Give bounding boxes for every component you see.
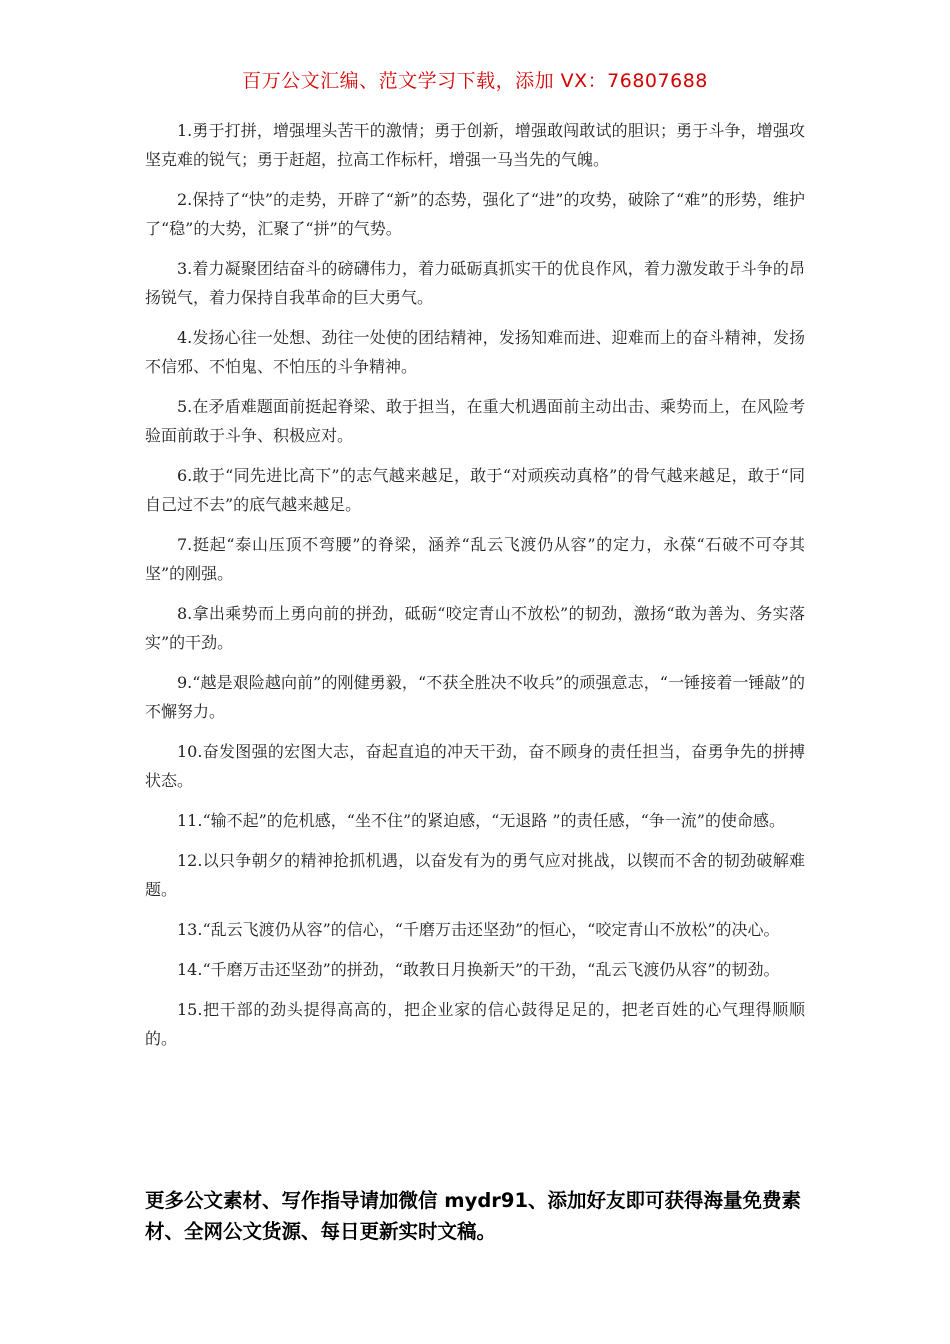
paragraph-10: 10.奋发图强的宏图大志，奋起直追的冲天干劲，奋不顾身的责任担当，奋勇争先的拼搏状态。: [145, 742, 805, 790]
paragraph-14: 14.“千磨万击还坚劲”的拼劲，“敢教日月换新天”的干劲，“乱云飞渡仍从容”的韧劲。: [177, 960, 780, 979]
paragraph-1: 1.勇于打拼，增强埋头苦干的激情；勇于创新，增强敢闯敢试的胆识；勇于斗争，增强攻坚克难的锐气；勇于赶超，拉高工作标杆，增强一马当先的气魄。: [145, 121, 805, 169]
paragraph-15: 15.把干部的劲头提得高高的，把企业家的信心鼓得足足的，把老百姓的心气理得顺顺的。: [145, 1000, 805, 1048]
paragraph-2: 2.保持了“快”的走势，开辟了“新”的态势，强化了“进”的攻势，破除了“难”的形势，维护了“稳”的大势，汇聚了“拼”的气势。: [145, 190, 805, 238]
paragraph-4: 4.发扬心往一处想、劲往一处使的团结精神，发扬知难而进、迎难而上的奋斗精神，发扬不信邪、不怕鬼、不怕压的斗争精神。: [145, 328, 805, 376]
paragraph-6: 6.敢于“同先进比高下”的志气越来越足，敢于“对顽疾动真格”的骨气越来越足，敢于“同自己过不去”的底气越来越足。: [145, 466, 805, 514]
paragraph-9: 9.“越是艰险越向前”的刚健勇毅，“不获全胜决不收兵”的顽强意志，“一锤接着一锤敲”的不懈努力。: [145, 673, 805, 721]
footer-promo: 更多公文素材、写作指导请加微信 mydr91、添加好友即可获得海量免费素材、全网公文货源、每日更新实时文稿。: [145, 1189, 802, 1243]
paragraph-11: 11.“输不起”的危机感，“坐不住”的紧迫感，“无退路 ”的责任感，“争一流”的使命感。: [177, 811, 785, 830]
paragraph-7: 7.挺起“泰山压顶不弯腰”的脊梁，涵养“乱云飞渡仍从容”的定力，永葆“石破不可夺其坚”的刚强。: [145, 535, 805, 583]
paragraph-5: 5.在矛盾难题面前挺起脊梁、敢于担当，在重大机遇面前主动出击、乘势而上，在风险考验面前敢于斗争、积极应对。: [145, 397, 805, 445]
paragraph-3: 3.着力凝聚团结奋斗的磅礴伟力，着力砥砺真抓实干的优良作风，着力激发敢于斗争的昂扬锐气，着力保持自我革命的巨大勇气。: [145, 259, 805, 307]
header-banner: 百万公文汇编、范文学习下载，添加 VX：76807688: [242, 70, 708, 92]
paragraph-8: 8.拿出乘势而上勇向前的拼劲，砥砺“咬定青山不放松”的韧劲，激扬“敢为善为、务实落实”的干劲。: [145, 604, 805, 652]
paragraph-13: 13.“乱云飞渡仍从容”的信心，“千磨万击还坚劲”的恒心，“咬定青山不放松”的决心。: [177, 920, 780, 939]
paragraph-12: 12.以只争朝夕的精神抢抓机遇，以奋发有为的勇气应对挑战，以锲而不舍的韧劲破解难题。: [145, 851, 805, 899]
document-body: [145, 116, 805, 1064]
